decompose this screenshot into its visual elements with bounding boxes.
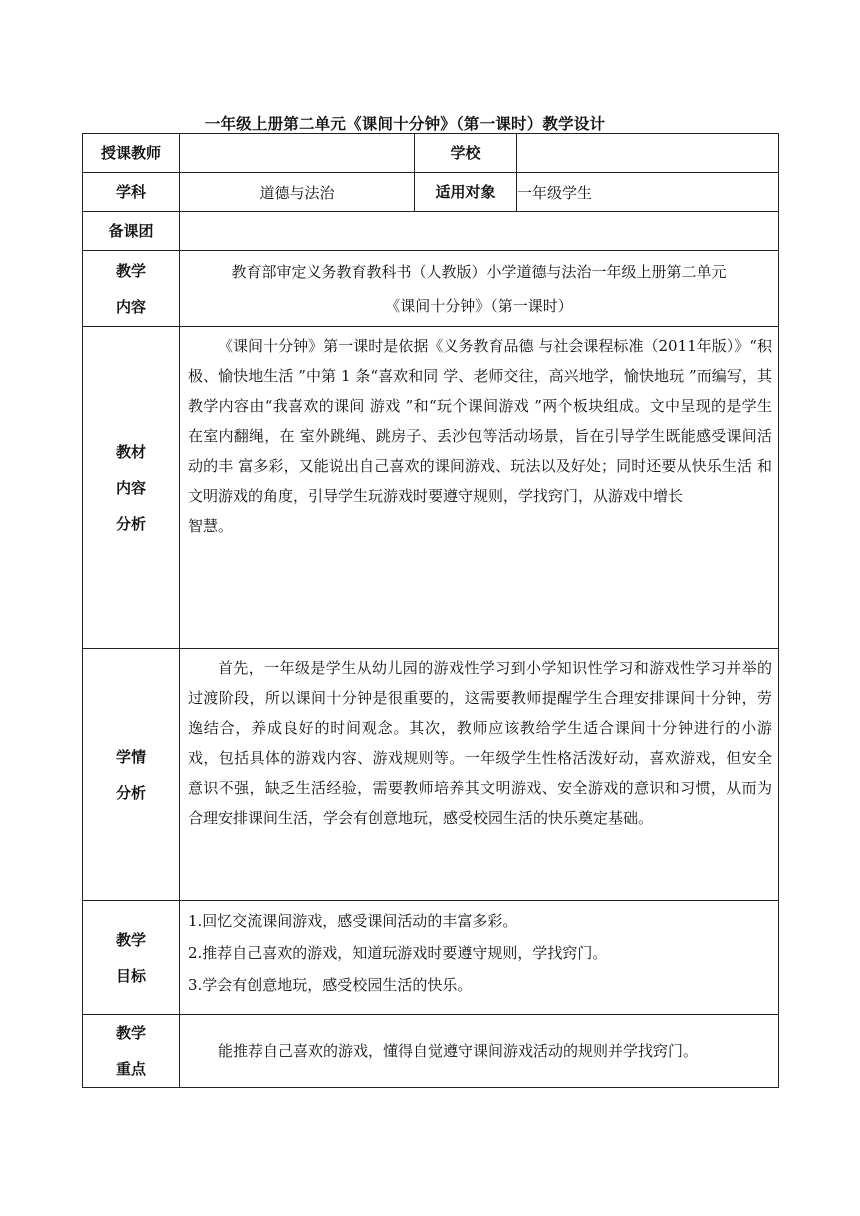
goals-label-line1: 教学: [115, 930, 146, 949]
row-learner-analysis: [83, 649, 779, 901]
content-label-line2: 内容: [115, 297, 146, 316]
row-content: [83, 251, 779, 327]
learner-label-line2: 分析: [115, 783, 146, 802]
audience-label: 适用对象: [415, 173, 517, 212]
lesson-plan-table: [82, 133, 779, 1088]
goal-item: 3.学会有创意地玩，感受校园生活的快乐。: [188, 976, 473, 994]
goal-item: 1.回忆交流课间游戏，感受课间活动的丰富多彩。: [188, 912, 518, 930]
content-line1: 教育部审定义务教育教科书（人教版）小学道德与法治一年级上册第二单元: [231, 262, 727, 281]
school-label: 学校: [415, 134, 517, 173]
school-value: [517, 134, 779, 173]
team-label: 备课团: [83, 212, 180, 251]
focus-label-line1: 教学: [115, 1024, 146, 1042]
audience-value: 一年级学生: [517, 173, 779, 212]
subject-label: 学科: [83, 173, 180, 212]
row-team: [83, 212, 779, 251]
row-goals: [83, 901, 779, 1015]
focus-text: 能推荐自己喜欢的游戏，懂得自觉遵守课间游戏活动的规则并学找窍门。: [218, 1042, 699, 1060]
teacher-value: [180, 134, 415, 173]
material-label-line3: 分析: [115, 514, 146, 533]
material-label-line2: 内容: [115, 478, 146, 497]
content-label: [83, 251, 180, 327]
goals-label: [83, 901, 180, 1015]
learner-label: [83, 649, 180, 901]
material-text: [180, 327, 778, 541]
learner-value: [180, 649, 779, 901]
material-label-line1: 教材: [115, 442, 146, 461]
material-paragraph: 《课间十分钟》第一课时是依据《义务教育品德 与社会课程标准（2011年版）》“积极、愉快地生活 ”中第 1 条“喜欢和同 学、老师交往，高兴地学，愉快地玩 ”而编写，其教学内容由“我喜欢的课间 游戏 ”和“玩个课间游戏 ”两个板块组成。文中呈现的是学生在室内翻绳，在 室外跳绳、跳房子、丢沙包等活动场景，旨在引导学生既能感受课间活动的丰 富多彩，又能说出自己喜欢的课间游戏、玩法以及好处；同时还要从快乐生活 和文明游戏的角度，引导学生玩游戏时要遵守规则，学找窍门，从游戏中增长: [188, 337, 772, 505]
learner-label-line1: 学情: [115, 747, 146, 766]
document-title: 一年级上册第二单元《课间十分钟》（第一课时）教学设计: [204, 115, 606, 133]
focus-value: [180, 1015, 779, 1088]
row-focus: [83, 1015, 779, 1088]
goals-label-line2: 目标: [115, 966, 146, 985]
row-teacher-school: [83, 134, 779, 173]
learner-text: 首先，一年级是学生从幼儿园的游戏性学习到小学知识性学习和游戏性学习并举的过渡阶段，所以课间十分钟是很重要的，这需要教师提醒学生合理安排课间十分钟，劳逸结合，养成良好的时间观念。其次，教师应该教给学生适合课间十分钟进行的小游戏，包括具体的游戏内容、游戏规则等。一年级学生性格活泼好动，喜欢游戏，但安全意识不强，缺乏生活经验，需要教师培养其文明游戏、安全游戏的意识和习惯，从而为合理安排课间生活，学会有创意地玩，感受校园生活的快乐奠定基础。: [188, 659, 772, 827]
content-value: [180, 251, 779, 327]
goals-list: [180, 901, 778, 1001]
material-label: [83, 327, 180, 649]
content-line2: 《课间十分钟》（第一课时）: [385, 296, 573, 315]
goal-item: 2.推荐自己喜欢的游戏，知道玩游戏时要遵守规则，学找窍门。: [188, 944, 608, 962]
subject-value: 道德与法治: [180, 173, 415, 212]
material-paragraph-tail: 智慧。: [188, 517, 234, 535]
row-subject-audience: [83, 173, 779, 212]
focus-label-line2: 重点: [115, 1060, 146, 1078]
team-value: [180, 212, 779, 251]
content-label-line1: 教学: [115, 261, 146, 280]
row-material-analysis: [83, 327, 779, 649]
teacher-label: 授课教师: [83, 134, 180, 173]
goals-value: [180, 901, 779, 1015]
material-value: [180, 327, 779, 649]
focus-label: [83, 1015, 180, 1088]
